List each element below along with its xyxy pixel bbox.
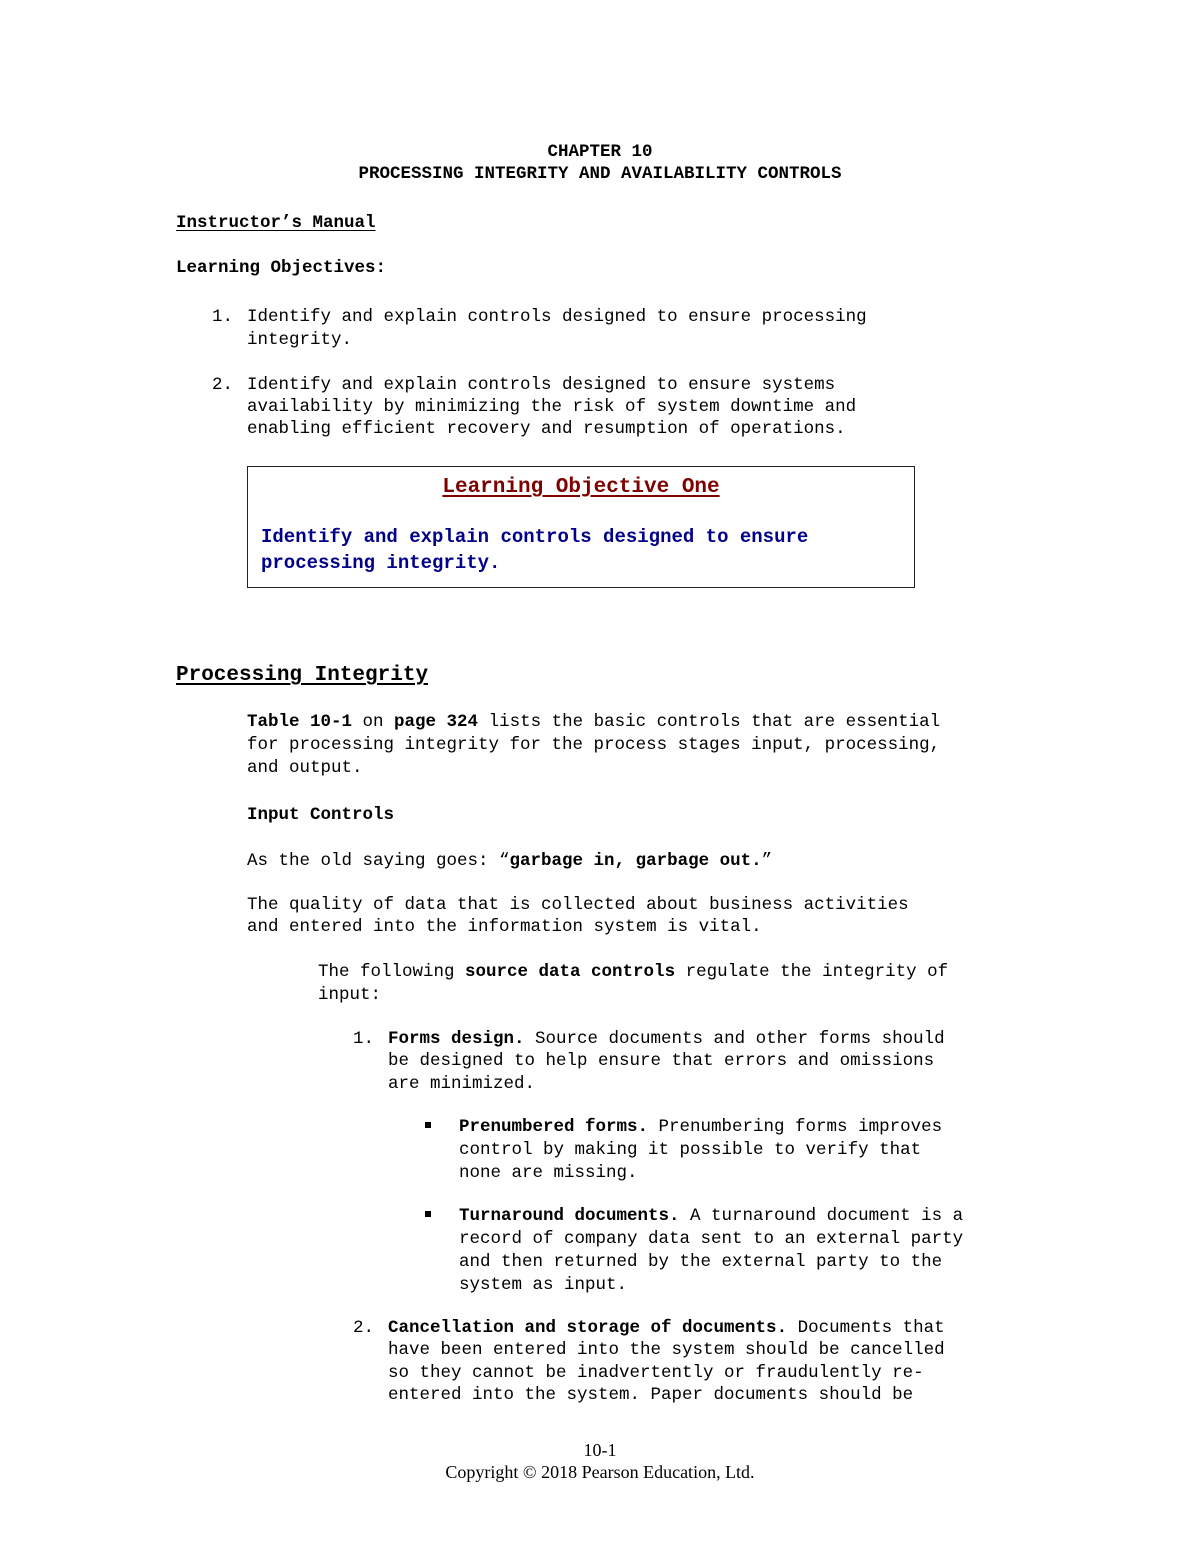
control-text (388, 1028, 945, 1051)
bullet-term: Prenumbered forms. (459, 1117, 649, 1137)
intro-text: lists the basic controls that are essential (478, 712, 941, 732)
chapter-title: PROCESSING INTEGRITY AND AVAILABILITY CONTROLS (358, 164, 842, 184)
learning-objective-box (247, 466, 915, 588)
intro-paragraph-line: and output. (247, 758, 363, 778)
bullet-text: none are missing. (459, 1163, 638, 1183)
quality-paragraph-line: The quality of data that is collected about business activities (247, 895, 909, 915)
bullet-square-icon (425, 1122, 431, 1128)
page-number: 10-1 (583, 1440, 617, 1460)
chapter-number: CHAPTER 10 (547, 142, 653, 162)
manual-label: Instructor’s Manual (176, 213, 376, 233)
bullet-text: control by making it possible to verify that (459, 1140, 922, 1160)
bullet-text: system as input. (459, 1275, 628, 1295)
control-number: 1. (353, 1029, 375, 1049)
objective-number: 2. (212, 375, 234, 395)
source-data-controls-term: source data controls (465, 962, 676, 982)
following-text: The following (318, 962, 466, 982)
saying-line (247, 850, 772, 873)
bullet-text (459, 1205, 963, 1228)
bullet-text: record of company data sent to an external party (459, 1229, 964, 1249)
objective-text: availability by minimizing the risk of system downtime and (247, 397, 857, 417)
bullet-text: and then returned by the external party to the (459, 1252, 943, 1272)
copyright-notice: Copyright © 2018 Pearson Education, Ltd. (445, 1462, 755, 1482)
bullet-square-icon (425, 1211, 431, 1217)
following-text: regulate the integrity of (675, 962, 949, 982)
following-paragraph-line (318, 961, 948, 984)
bullet-text (459, 1116, 942, 1139)
quality-paragraph-line: and entered into the information system is vital. (247, 917, 762, 937)
objective-text: Identify and explain controls designed to ensure processing (247, 307, 867, 327)
saying-quote: garbage in, garbage out. (509, 851, 762, 871)
control-text: entered into the system. Paper documents should be (388, 1385, 914, 1405)
objective-text: Identify and explain controls designed to ensure systems (247, 375, 836, 395)
learning-objective-line: processing integrity. (261, 552, 501, 574)
objective-number: 1. (212, 307, 234, 327)
objective-text: enabling efficient recovery and resumption of operations. (247, 419, 846, 439)
control-description: Source documents and other forms should (524, 1029, 945, 1049)
subsection-heading: Input Controls (247, 805, 395, 825)
objectives-heading: Learning Objectives: (176, 258, 387, 278)
control-text (388, 1317, 945, 1340)
control-text: have been entered into the system should be cancelled (388, 1340, 945, 1360)
control-term: Forms design. (388, 1029, 525, 1049)
objective-text: integrity. (247, 330, 353, 350)
control-term: Cancellation and storage of documents. (388, 1318, 788, 1338)
table-reference: Table 10-1 (247, 712, 353, 732)
control-text: so they cannot be inadvertently or fraudulently re- (388, 1363, 924, 1383)
intro-paragraph-line (247, 711, 940, 734)
bullet-description: A turnaround document is a (679, 1206, 964, 1226)
control-text: are minimized. (388, 1074, 536, 1094)
bullet-term: Turnaround documents. (459, 1206, 680, 1226)
bullet-description: Prenumbering forms improves (648, 1117, 943, 1137)
learning-objective-text (261, 524, 901, 576)
learning-objective-line: Identify and explain controls designed to ensure (261, 526, 809, 548)
control-description: Documents that (787, 1318, 945, 1338)
saying-text: As the old saying goes: “ (247, 851, 510, 871)
page-reference: page 324 (394, 712, 479, 732)
learning-objective-title: Learning Objective One (442, 476, 720, 499)
following-paragraph-line: input: (318, 985, 382, 1005)
intro-paragraph-line: for processing integrity for the process stages input, processing, (247, 735, 941, 755)
section-heading: Processing Integrity (176, 664, 429, 687)
control-number: 2. (353, 1318, 375, 1338)
control-text: be designed to help ensure that errors and omissions (388, 1051, 935, 1071)
saying-text: ” (761, 851, 773, 871)
intro-text: on (352, 712, 395, 732)
